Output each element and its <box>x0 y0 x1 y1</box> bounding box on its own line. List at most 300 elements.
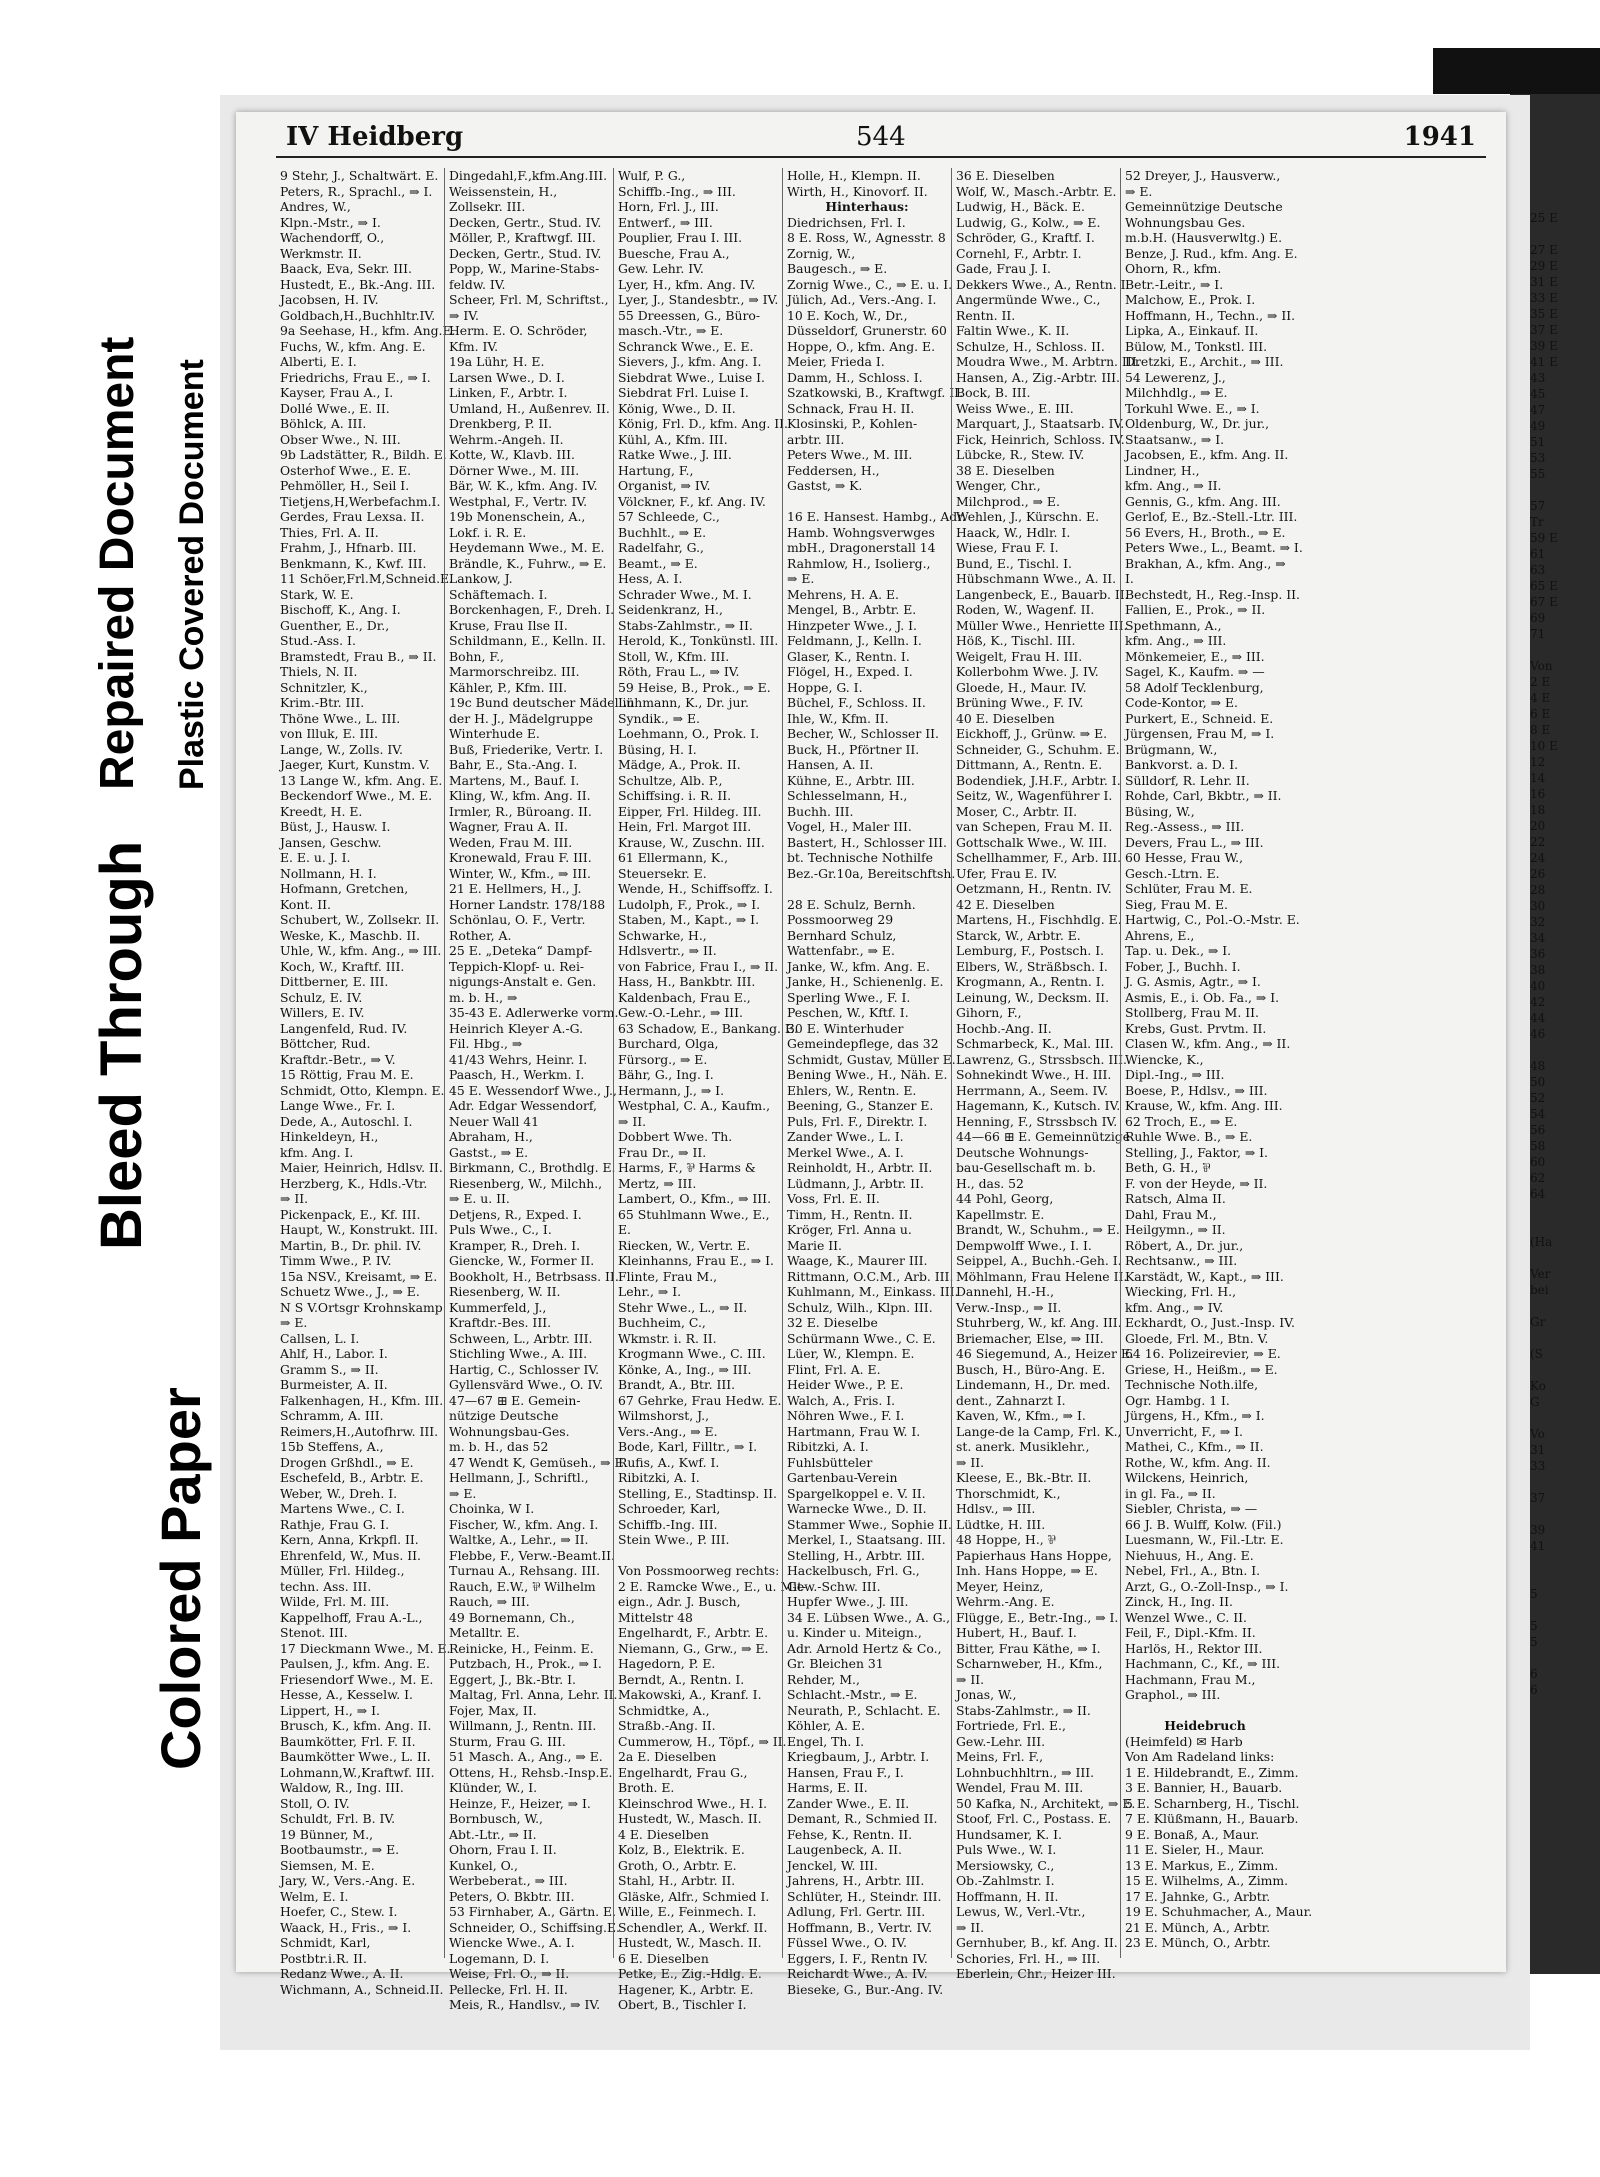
directory-entry: Thorschmidt, K., <box>956 1485 1061 1501</box>
directory-entry: 6 E. Dieselben <box>618 1950 709 1966</box>
directory-entry: Zinck, H., Ing. II. <box>1125 1594 1233 1609</box>
directory-entry: Dobbert Wwe. Th. <box>618 1129 733 1144</box>
directory-entry: Vogel, H., Maler III. <box>787 819 912 834</box>
edge-fragment: 59 E <box>1530 531 1558 545</box>
directory-entry: Wiese, Frau F. I. <box>956 540 1059 555</box>
directory-entry: Schubert, W., Zollsekr. II. <box>280 912 440 927</box>
directory-entry: st. anerk. Musiklehr., <box>956 1439 1090 1454</box>
directory-entry: Maier, Heinrich, Hdlsv. II. <box>280 1160 443 1175</box>
directory-entry: Walch, A., Fris. I. <box>787 1392 896 1408</box>
directory-entry: Gartenbau-Verein <box>787 1470 898 1485</box>
directory-entry: Schwarke, H., <box>618 927 707 943</box>
directory-entry: Loehmann, O., Prok. I. <box>618 726 760 741</box>
directory-entry: Mittelstr 48 <box>618 1609 693 1625</box>
directory-entry: Hesse, A., Kesselw. I. <box>280 1687 413 1702</box>
directory-entry: Köhler, A. E. <box>787 1718 865 1733</box>
directory-entry: 1 E. Hildebrandt, E., Zimm. <box>1125 1764 1299 1780</box>
edge-fragment: 50 <box>1530 1075 1546 1089</box>
directory-entry: Malchow, E., Prok. I. <box>1125 292 1256 307</box>
directory-entry: 59 Heise, B., Prok., ⇒ E. <box>618 679 771 695</box>
directory-entry: Lambert, O., Kfm., ⇒ III. <box>618 1191 772 1206</box>
edge-fragment: 60 <box>1530 1155 1546 1169</box>
directory-entry: Schroeder, Karl, <box>618 1501 721 1516</box>
directory-entry: Flinte, Frau M., <box>618 1268 718 1284</box>
directory-entry: Paasch, H., Werkm. I. <box>449 1067 585 1082</box>
directory-entry: Westphal, C. A., Kaufm., <box>618 1098 771 1113</box>
directory-entry: Heydemann Wwe., M. E. <box>449 540 605 555</box>
edge-fragment <box>1530 1330 1600 1346</box>
edge-fragment: 35 E <box>1530 307 1558 321</box>
edge-fragment <box>1530 1218 1600 1234</box>
directory-entry: Friedrichs, Frau E., ⇒ I. <box>280 369 431 385</box>
directory-entry: Luesmann, W., Fil.-Ltr. E. <box>1125 1532 1284 1547</box>
directory-entry: Hagemann, K., Kutsch. IV. <box>956 1098 1121 1113</box>
directory-entry: von Illuk, E. III. <box>280 726 379 741</box>
directory-entry: ⇒ IV. <box>449 307 479 323</box>
directory-entry: Jacobsen, E., kfm. Ang. II. <box>1125 447 1289 462</box>
directory-entry: König, Frl. D., kfm. Ang. II. <box>618 416 788 431</box>
directory-entry: Rothe, W., kfm. Ang. II. <box>1125 1454 1271 1470</box>
directory-entry: Gennis, G., kfm. Ang. III. <box>1125 493 1281 509</box>
directory-entry: Beckendorf Wwe., M. E. <box>280 788 433 803</box>
directory-entry: Bohn, F., <box>449 648 504 664</box>
edge-fragment: 33 <box>1530 1459 1546 1473</box>
directory-entry: Gramm S., ⇒ II. <box>280 1361 379 1377</box>
directory-entry: Ratke Wwe., J. III. <box>618 447 732 462</box>
directory-entry: kfm. Ang., ⇒ II. <box>1125 478 1222 493</box>
directory-entry: Lübcke, R., Stew. IV. <box>956 447 1085 462</box>
directory-entry: Rittmann, O.C.M., Arb. III. <box>787 1268 954 1284</box>
directory-entry: Dannehl, H.-H., <box>956 1284 1055 1299</box>
directory-entry: Deutsche Wohnungs- <box>956 1144 1089 1160</box>
directory-entry: Feddersen, H., <box>787 462 880 478</box>
directory-entry: Borckenhagen, F., Dreh. I. <box>449 602 615 617</box>
directory-entry: Karstädt, W., Kapt., ⇒ III. <box>1125 1268 1284 1284</box>
directory-entry: Riesenberg, W., Milchh., <box>449 1175 603 1191</box>
directory-entry: Szatkowski, B., Kraftwgf. II. <box>787 385 964 400</box>
directory-entry: F. von der Heyde, ⇒ II. <box>1125 1175 1268 1191</box>
directory-entry: eign., Adr. J. Busch, <box>618 1594 741 1609</box>
directory-entry: Spargelkoppel e. V. II. <box>787 1485 926 1501</box>
directory-entry: Jenckel, W. III. <box>787 1857 878 1873</box>
edge-fragment: 20 <box>1530 819 1546 833</box>
directory-entry: Zornig Wwe., C., ⇒ E. u. I. <box>787 276 953 292</box>
directory-entry: 64 16. Polizeirevier, ⇒ E. <box>1125 1346 1281 1361</box>
directory-entry: Metalltr. E. <box>449 1625 520 1640</box>
directory-entry: mbH., Dragonerstall 14 <box>787 540 936 555</box>
scan-bottom-margin <box>0 2050 1600 2177</box>
edge-fragment: 24 <box>1530 851 1546 865</box>
directory-entry: Lankow, J. <box>449 571 513 586</box>
directory-entry: Buchhlt., ⇒ E. <box>618 524 707 540</box>
directory-entry: Reimers,H.,Autofhrw. III. <box>280 1423 439 1439</box>
directory-entry: Von Possmoorweg rechts: <box>618 1563 780 1578</box>
edge-fragment: 28 <box>1530 883 1546 897</box>
directory-entry: Peschen, W., Kftf. I. <box>787 1005 909 1020</box>
directory-entry: Müller Wwe., Henriette III. <box>956 617 1128 633</box>
directory-entry: Pehmöller, H., Seil I. <box>280 478 410 493</box>
directory-entry: Kraftdr.-Bes. III. <box>449 1315 552 1330</box>
directory-entry: Petke, E., Zig.-Hdlg. E. <box>618 1966 762 1981</box>
directory-entry: 19c Bund deutscher Mädel in <box>449 695 635 710</box>
directory-entry: Mädge, A., Prok. II. <box>618 757 741 772</box>
directory-entry: Brandt, W., Schuhm., ⇒ E. <box>956 1222 1120 1237</box>
directory-entry: Rechtsanw., ⇒ III. <box>1125 1253 1238 1268</box>
directory-entry: Heilgymn., ⇒ II. <box>1125 1222 1226 1237</box>
directory-entry: Lohmann,W.,Kraftwf. III. <box>280 1764 435 1780</box>
directory-entry: Waack, H., Fris., ⇒ I. <box>280 1919 412 1935</box>
directory-entry: Kapellmstr. E. <box>956 1206 1045 1222</box>
directory-entry: Ribitzki, A. I. <box>787 1439 869 1454</box>
directory-entry: E. E. u. J. I. <box>280 850 351 865</box>
directory-entry: Hass, H., Bankbtr. III. <box>618 974 756 989</box>
directory-entry: 61 Ellermann, K., <box>618 850 729 865</box>
edge-fragment: Gr <box>1530 1315 1546 1329</box>
edge-fragment: 71 <box>1530 627 1546 641</box>
directory-entry: Martens Wwe., C. I. <box>280 1501 405 1516</box>
directory-entry: Busch, H., Büro-Ang. E. <box>956 1361 1106 1377</box>
directory-entry: 15b Steffens, A., <box>280 1439 384 1454</box>
edge-fragment: 25 E <box>1530 211 1558 225</box>
directory-entry: Osterhof Wwe., E. E. <box>280 462 412 478</box>
directory-entry: Beth, G. H., ⅌ <box>1125 1160 1211 1175</box>
edge-fragment: Tr <box>1530 515 1544 529</box>
directory-entry: Gerdes, Frau Lexsa. II. <box>280 509 425 524</box>
directory-entry: m. b. H., ⇒ <box>449 989 518 1005</box>
directory-entry: Feil, F., Dipl.-Kfm. II. <box>1125 1625 1256 1640</box>
directory-entry: Wiencke Wwe., A. I. <box>449 1935 575 1950</box>
edge-fragment: 37 E <box>1530 323 1558 337</box>
directory-entry: Tap. u. Dek., ⇒ I. <box>1125 943 1232 958</box>
directory-entry: Hundsamer, K. I. <box>956 1826 1062 1842</box>
directory-entry: Fallien, E., Prok., ⇒ II. <box>1125 602 1266 617</box>
directory-entry: Mengel, B., Arbtr. E. <box>787 602 917 617</box>
directory-entry: Moser, C., Arbtr. II. <box>956 803 1078 819</box>
directory-entry: N S V.Ortsgr Krohnskamp <box>280 1299 443 1315</box>
header-rule <box>276 156 1486 158</box>
directory-entry: Wendel, Frau M. III. <box>956 1780 1084 1795</box>
scan-top-shadow <box>1433 48 1600 94</box>
directory-entry: Becher, W., Schlosser II. <box>787 726 939 741</box>
directory-entry: Gastst., ⇒ E. <box>449 1144 529 1160</box>
directory-entry: Dipl.-Ing., ⇒ III. <box>1125 1067 1225 1082</box>
directory-entry: Ob.-Zahlmstr. I. <box>956 1873 1055 1888</box>
directory-entry: Wehrm.-Ang. E. <box>956 1594 1055 1609</box>
directory-entry: 21 E. Münch, A., Arbtr. <box>1125 1919 1271 1935</box>
directory-entry: Kaldenbach, Frau E., <box>618 989 751 1005</box>
directory-entry: Haack, W., Hdlr. I. <box>956 524 1071 540</box>
directory-entry: Maltag, Frl. Anna, Lehr. II. <box>449 1687 618 1702</box>
directory-entry: Werkmstr. II. <box>280 245 362 261</box>
directory-entry: Kramper, R., Dreh. I. <box>449 1237 581 1253</box>
directory-entry: Schürmann Wwe., C. E. <box>787 1330 936 1346</box>
directory-entry: Seippel, A., Buchh.-Geh. I. <box>956 1253 1122 1268</box>
edge-fragment: 31 <box>1530 1443 1546 1457</box>
edge-fragment: (S <box>1530 1347 1543 1361</box>
directory-entry: Dekkers Wwe., A., Rentn. I. <box>956 276 1130 292</box>
directory-entry: Brügmann, W., <box>1125 741 1218 757</box>
directory-entry: Glaser, K., Rentn. I. <box>787 648 910 664</box>
directory-entry: Ribitzki, A. I. <box>618 1470 700 1485</box>
directory-entry: Timm Wwe., P. IV. <box>280 1253 392 1268</box>
directory-entry: Scheer, Frl. M, Schriftst., <box>449 292 609 307</box>
directory-entry: Lohnbuchhltrn., ⇒ III. <box>956 1764 1095 1780</box>
directory-entry: Buß, Friederike, Vertr. I. <box>449 741 604 757</box>
directory-entry: Lipka, A., Einkauf. II. <box>1125 323 1259 338</box>
directory-entry: Wiencke, K., <box>1125 1051 1204 1067</box>
directory-entry: Ehlers, W., Rentn. E. <box>787 1082 917 1098</box>
directory-entry: Frau Dr., ⇒ II. <box>618 1144 707 1160</box>
directory-entry <box>787 494 947 510</box>
directory-entry: Bischoff, K., Ang. I. <box>280 602 401 617</box>
directory-entry <box>1125 1703 1285 1719</box>
directory-entry: Fuchs, W., kfm. Ang. E. <box>280 338 426 354</box>
directory-entry: Milchhdlg., ⇒ E. <box>1125 385 1228 400</box>
directory-entry: 44 Pohl, Georg, <box>956 1191 1054 1206</box>
edge-fragment: 5 <box>1530 1619 1538 1633</box>
directory-entry: Hinzpeter Wwe., J. I. <box>787 617 917 633</box>
directory-entry: Marie II. <box>787 1237 842 1253</box>
directory-entry: Zollsekr. III. <box>449 199 526 214</box>
directory-entry: Fojer, Max, II. <box>449 1702 537 1718</box>
edge-fragment: 61 <box>1530 547 1546 561</box>
directory-entry: Meier, Frieda I. <box>787 354 885 369</box>
edge-fragment: 57 <box>1530 499 1546 513</box>
directory-entry: Puls Wwe., C., I. <box>449 1222 552 1237</box>
directory-entry: Kronewald, Frau F. III. <box>449 850 592 865</box>
directory-entry: Heider Wwe., P. E. <box>787 1377 904 1392</box>
edge-fragment: 37 <box>1530 1491 1546 1505</box>
directory-entry: Meins, Frl. F., <box>956 1749 1044 1764</box>
directory-entry: Gastst, ⇒ K. <box>787 478 863 493</box>
directory-entry: Könke, A., Ing., ⇒ III. <box>618 1361 752 1377</box>
directory-entry: Stelling, H., Arbtr. III. <box>787 1547 925 1563</box>
directory-entry: Wende, H., Schiffsoffz. I. <box>618 881 773 896</box>
directory-entry: Teppich-Klopf- u. Rei- <box>449 958 585 974</box>
edge-fragment: 41 E <box>1530 355 1558 369</box>
directory-entry: Röth, Frau L., ⇒ IV. <box>618 664 740 679</box>
directory-entry: Heinrich Kleyer A.-G. <box>449 1020 584 1036</box>
directory-entry: kfm. Ang. I. <box>280 1144 354 1160</box>
directory-entry: Wiecking, Frl. H., <box>1125 1284 1237 1299</box>
directory-entry: Starck, W., Arbtr. E. <box>956 927 1081 943</box>
directory-entry: Guenther, E., Dr., <box>280 617 390 633</box>
directory-entry: Merkel Wwe., A. I. <box>787 1144 904 1160</box>
directory-entry: Burmeister, A. II. <box>280 1377 388 1392</box>
directory-entry: Waldow, R., Ing. III. <box>280 1780 404 1795</box>
directory-entry: Baack, Eva, Sekr. III. <box>280 261 412 276</box>
directory-entry: Jürgens, H., Kfm., ⇒ I. <box>1125 1408 1265 1423</box>
directory-entry: Gew.-Schw. III. <box>787 1578 881 1594</box>
directory-entry: Wohnungsbau Ges. <box>1125 214 1246 230</box>
directory-entry: Brakhan, A., kfm. Ang., ⇒ <box>1125 555 1286 571</box>
directory-entry: 9 Stehr, J., Schaltwärt. E. <box>280 168 439 183</box>
directory-entry: Hoefer, C., Stew. I. <box>280 1904 398 1919</box>
directory-entry: Bramstedt, Frau B., ⇒ II. <box>280 648 437 664</box>
directory-entry: 9b Ladstätter, R., Bildh. E. <box>280 447 447 462</box>
directory-entry: Füssel Wwe., O. IV. <box>787 1935 907 1950</box>
directory-entry: ⇒ II. <box>956 1454 985 1470</box>
directory-entry: Dollé Wwe., E. II. <box>280 400 390 416</box>
directory-entry: Gr. Bleichen 31 <box>787 1656 884 1671</box>
directory-entry: Eckhardt, O., Just.-Insp. IV. <box>1125 1315 1295 1330</box>
edge-fragment: 63 <box>1530 563 1546 577</box>
directory-entry: Meyer, Heinz, <box>956 1578 1044 1594</box>
directory-entry: 15 E. Wilhelms, A., Zimm. <box>1125 1873 1289 1888</box>
directory-entry: Weber, W., Dreh. I. <box>280 1485 398 1501</box>
directory-entry: Wilckens, Heinrich, <box>1125 1470 1249 1485</box>
directory-entry: Kaven, W., Kfm., ⇒ I. <box>956 1408 1086 1423</box>
directory-entry: Hansen, A. II. <box>787 757 874 772</box>
directory-entry: Gew.-Lehr. III. <box>956 1733 1046 1749</box>
directory-entry: Lippert, H., ⇒ I. <box>280 1702 380 1718</box>
directory-entry: Rentn. II. <box>956 307 1016 323</box>
directory-column-3 <box>618 168 807 2012</box>
directory-entry: Bening Wwe., H., Näh. E. <box>787 1067 948 1082</box>
directory-entry: 44—66 ⊞ E. Gemeinnützige <box>956 1129 1131 1144</box>
directory-entry: ⇒ II. <box>956 1671 985 1687</box>
directory-entry: Wenzel Wwe., C. II. <box>1125 1609 1247 1625</box>
directory-entry: Putzbach, H., Prok., ⇒ I. <box>449 1656 602 1671</box>
directory-entry: Rahmlow, H., Isolierg., <box>787 555 931 571</box>
directory-entry: Kriegbaum, J., Arbtr. I. <box>787 1749 930 1764</box>
directory-entry: Hansen, A., Zig.-Arbtr. III. <box>956 369 1120 385</box>
directory-entry: Bookholt, H., Betrbsass. II. <box>449 1268 619 1284</box>
directory-entry: Werbeberat., ⇒ III. <box>449 1873 568 1888</box>
directory-entry: Kayser, Frau A., I. <box>280 385 394 400</box>
directory-entry: Drenkberg, P. II. <box>449 416 553 431</box>
directory-entry: Wenger, Chr., <box>956 478 1041 493</box>
edge-fragment <box>1530 1410 1600 1426</box>
directory-entry <box>618 1548 778 1564</box>
directory-entry: Kont. II. <box>280 896 331 912</box>
edge-fragment: 2 E <box>1530 675 1551 689</box>
edge-fragment: 52 <box>1530 1091 1546 1105</box>
directory-entry: Ludwig, G., Kolw., ⇒ E. <box>956 214 1101 230</box>
directory-entry: Möhlmann, Frau Helene II. <box>956 1268 1128 1284</box>
directory-entry: Gloede, Frl. M., Btn. V. <box>1125 1330 1269 1346</box>
directory-entry: Schlüter, Frau M. E. <box>1125 881 1253 896</box>
directory-entry: Baumkötter, Frl. F. II. <box>280 1733 416 1749</box>
directory-entry: Schiffsing. i. R. II. <box>618 788 732 803</box>
directory-entry: Sagel, K., Kaufm. ⇒ — <box>1125 664 1265 679</box>
directory-entry: Leinung, W., Decksm. II. <box>956 989 1110 1005</box>
directory-entry: 13 E. Markus, E., Zimm. <box>1125 1857 1279 1873</box>
directory-entry: Waltke, A., Lehr., ⇒ II. <box>449 1532 589 1547</box>
directory-entry: Wehlen, J., Kürschn. E. <box>956 509 1100 524</box>
directory-entry: Hinterhaus: <box>825 199 909 214</box>
directory-entry: Reinicke, H., Feinm. E. <box>449 1640 594 1656</box>
directory-entry: bau-Gesellschaft m. b. <box>956 1160 1096 1175</box>
directory-entry: Reinholdt, H., Arbtr. II. <box>787 1160 933 1175</box>
directory-entry: Gottschalk Wwe., W. III. <box>956 834 1107 850</box>
directory-entry: Sieg, Frau M. E. <box>1125 896 1228 912</box>
directory-entry: Popp, W., Marine-Stabs- <box>449 261 600 276</box>
directory-entry: Bieseke, G., Bur.-Ang. IV. <box>787 1981 944 1997</box>
directory-entry: Stabs-Zahlmstr., ⇒ II. <box>618 617 753 633</box>
directory-entry: masch.-Vtr., ⇒ E. <box>618 323 724 338</box>
directory-entry: 17 Dieckmann Wwe., M. E. <box>280 1640 451 1656</box>
directory-entry: Martens, H., Fischhdlg. E. <box>956 912 1122 927</box>
directory-entry: Haupt, W., Konstrukt. III. <box>280 1222 438 1237</box>
edge-fragment: 6 <box>1530 1683 1538 1697</box>
directory-entry: Rathje, Frau G. I. <box>280 1516 390 1532</box>
directory-entry: Weissenstein, H., <box>449 183 558 199</box>
edge-fragment: bei <box>1530 1283 1549 1297</box>
directory-entry: 46 Siegemund, A., Heizer E. <box>956 1346 1134 1361</box>
directory-entry: 19 Bünner, M., <box>280 1826 374 1842</box>
directory-entry: Kröger, Frl. Anna u. <box>787 1222 912 1237</box>
directory-entry: Horner Landstr. 178/188 <box>449 896 606 912</box>
directory-entry: Stoof, Frl. C., Postass. E. <box>956 1811 1112 1826</box>
directory-column-2 <box>449 168 635 2012</box>
directory-entry: E. <box>618 1222 631 1237</box>
directory-entry: Wachendorff, O., <box>280 230 385 245</box>
directory-entry: 28 E. Schulz, Bernh. <box>787 896 916 912</box>
directory-entry: Gemeinnützige Deutsche <box>1125 199 1283 214</box>
directory-entry: Winter, W., Kfm., ⇒ III. <box>449 865 591 881</box>
directory-entry: Alberti, E. I. <box>280 354 357 369</box>
directory-entry: Schulze, H., Schloss. II. <box>956 338 1105 354</box>
directory-entry: Zander Wwe., E. II. <box>787 1795 910 1811</box>
directory-entry: ⇒ II. <box>280 1191 309 1206</box>
edge-fragment <box>1530 1362 1600 1378</box>
directory-entry: Kleinhanns, Frau E., ⇒ I. <box>618 1253 774 1268</box>
directory-entry: 21 E. Hellmers, H., J. <box>449 881 582 896</box>
directory-entry: 19 E. Schuhmacher, A., Maur. <box>1125 1904 1313 1919</box>
directory-entry: 45 E. Wessendorf Wwe., J., <box>449 1082 617 1098</box>
directory-entry: Irmler, R., Büroang. II. <box>449 803 592 819</box>
edge-fragment <box>1530 226 1600 242</box>
directory-entry: H., das. 52 <box>956 1175 1024 1191</box>
directory-entry: Flebbe, F., Verw.-Beamt.II. <box>449 1547 615 1563</box>
directory-entry: 4 E. Dieselben <box>618 1826 709 1842</box>
directory-entry: Adr. Arnold Hertz & Co., <box>787 1640 942 1656</box>
directory-entry: Stollberg, Frau M. II. <box>1125 1005 1259 1020</box>
directory-entry: bt. Technische Nothilfe <box>787 850 933 865</box>
directory-page <box>236 112 1506 2012</box>
directory-entry: Hansen, Frau F., I. <box>787 1764 904 1780</box>
adjacent-page-edge <box>1530 210 1600 1698</box>
directory-entry: Adr. Edgar Wessendorf, <box>449 1098 597 1113</box>
directory-entry: Wichmann, A., Schneid.II. <box>280 1981 444 1997</box>
directory-entry: Schuetz Wwe., J., ⇒ E. <box>280 1284 420 1299</box>
directory-entry: Jürgensen, Frau M, ⇒ I. <box>1125 726 1275 741</box>
directory-entry: Stichling Wwe., A. III. <box>449 1346 588 1361</box>
directory-entry: Krim.-Btr. III. <box>280 695 365 710</box>
directory-entry: Bechstedt, H., Reg.-Insp. II. <box>1125 586 1300 602</box>
directory-entry: Larsen Wwe., D. I. <box>449 369 565 385</box>
directory-entry: Faltin Wwe., K. II. <box>956 323 1070 338</box>
directory-entry: 54 Lewerenz, J., <box>1125 369 1226 385</box>
directory-entry: 7 E. Klüßmann, H., Bauarb. <box>1125 1811 1299 1826</box>
directory-entry: Ohorn, Frau I. II. <box>449 1842 557 1857</box>
directory-entry: Büst, J., Hausw. I. <box>280 819 391 834</box>
directory-entry: Logemann, D. I. <box>449 1950 550 1966</box>
edge-fragment <box>1530 1506 1600 1522</box>
directory-entry: Rehder, M., <box>787 1671 860 1687</box>
directory-entry: Sturm, Frau G. III. <box>449 1733 566 1749</box>
directory-entry: Spethmann, A., <box>1125 617 1222 633</box>
directory-entry: Cummerow, H., Töpf., ⇒ II. <box>618 1733 787 1749</box>
directory-entry: Arzt, G., O.-Zoll-Insp., ⇒ I. <box>1125 1578 1289 1594</box>
directory-entry: Organist, ⇒ IV. <box>618 478 711 493</box>
directory-entry: Hartung, F., <box>618 462 694 478</box>
directory-entry: Birkmann, C., Brothdlg. E. <box>449 1160 616 1175</box>
directory-entry: Harms, E. II. <box>787 1780 868 1795</box>
directory-entry: Mersiowsky, C., <box>956 1857 1055 1873</box>
directory-entry: Schnack, Frau H. II. <box>787 400 915 416</box>
